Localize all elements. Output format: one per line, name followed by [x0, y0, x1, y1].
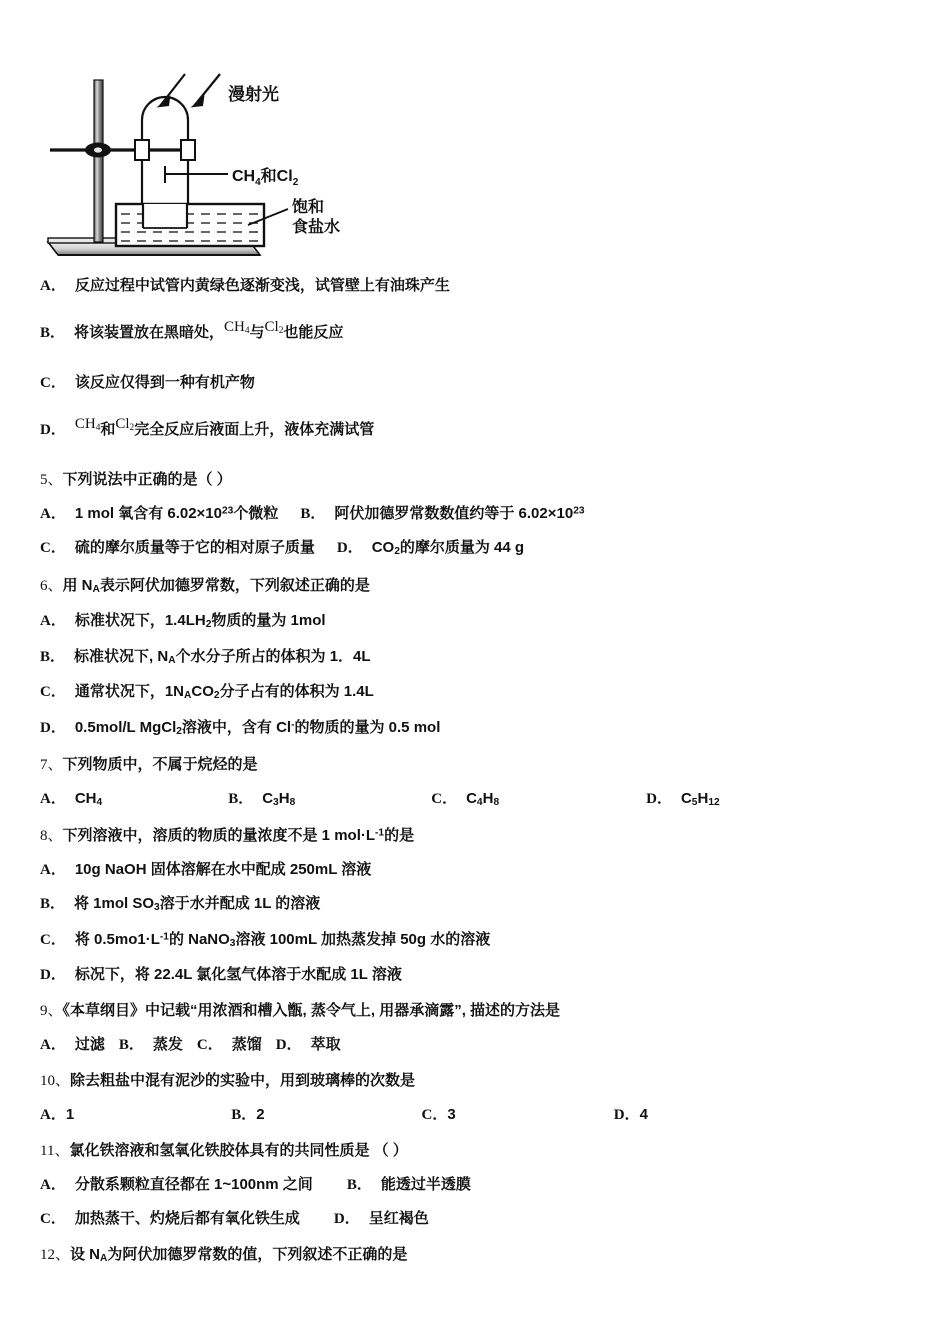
q7-option-a-text: $CH_4$	[74, 789, 103, 809]
question-6-stem: 6、用 $N_A$表示阿伏加德罗常数，下列叙述正确的是	[40, 576, 370, 595]
q9-option-d-text: 萃取	[310, 1036, 341, 1054]
q10-option-d-text: 4	[639, 1106, 648, 1124]
q11-option-d-text: 呈红褐色	[368, 1210, 429, 1228]
q4-option-a-text: 反应过程中试管内黄绿色逐渐变浅，试管壁上有油珠产生	[74, 277, 450, 294]
q8-number: 8、	[40, 828, 63, 845]
q8-option-d-text: 标况下，将 22.4L 氯化氢气体溶于水配成 1L 溶液	[74, 966, 402, 984]
label-saturated-brine-line2: 食盐水	[292, 219, 341, 236]
q11-option-b-text: 能透过半透膜	[380, 1176, 471, 1194]
stand-rod	[94, 80, 103, 242]
q10-option-c-label: C．	[421, 1107, 448, 1124]
q4-option-d-mid: 和	[100, 421, 116, 439]
q5-option-c-label: C．	[40, 540, 66, 557]
q10-option-a-label: A．	[40, 1107, 66, 1124]
q6-option-a-text: 标准状况下，$1.4LH_2$物质的量为 1mol	[74, 612, 326, 631]
q11-number: 11、	[40, 1143, 70, 1160]
diffuse-light-arrows	[160, 74, 220, 106]
q4-option-b-text-post: 也能反应	[283, 324, 344, 341]
q5-options-row-1	[40, 506, 920, 522]
clamp-block-right	[181, 140, 195, 160]
q8-option-b-label: B．	[40, 896, 66, 913]
q4-option-c-label: C．	[40, 375, 66, 392]
q7-option-c-label: C．	[431, 790, 458, 807]
q8-option-a-text: 10g NaOH 固体溶解在水中配成 250mL 溶液	[74, 861, 372, 879]
q5-options-row-2	[40, 540, 920, 557]
q4-option-a-label: A．	[40, 278, 66, 294]
q8-option-d	[40, 967, 920, 983]
q5-option-c-text: 硫的摩尔质量等于它的相对原子质量	[74, 539, 315, 557]
q7-option-b-label: B．	[228, 790, 254, 807]
q4-option-c	[40, 375, 920, 391]
q6-option-c	[40, 684, 920, 701]
q6-option-d	[40, 720, 920, 737]
q6-option-d-text: 0.5mol/L MgCl$_2$溶液中，含有 Cl-的物质的量为 0.5 mol	[74, 718, 441, 737]
q9-option-c-text: 蒸馏	[231, 1036, 262, 1054]
q11-option-a-label: A．	[40, 1177, 66, 1194]
q4-option-d-text: 完全反应后液面上升，液体充满试管	[134, 421, 375, 439]
q10-option-b-text: 2	[256, 1106, 265, 1124]
label-gas-mixture: $CH_4$和$Cl_2$	[232, 168, 299, 188]
q10-option-a-text: 1	[65, 1106, 75, 1124]
q9-option-b-label: B．	[118, 1037, 144, 1054]
q5-number: 5、	[40, 472, 63, 489]
q10-options-row	[40, 1107, 920, 1123]
q6-option-b-text: 标准状况下, $N_A$个水分子所占的体积为 1．4L	[74, 647, 371, 666]
q8-option-c-text: 将 $0.5mo1\cdot L^{-1}$的 NaNO$_3$溶液 100mL 加热蒸发掉 50g 水的溶液	[74, 930, 491, 950]
question-8-stem: 8、下列溶液中，溶质的物质的量浓度不是 1 $mol\cdot L^{-1}$的是	[40, 827, 415, 845]
q11-option-d-label: D．	[333, 1211, 360, 1228]
q6-option-a-label: A．	[40, 613, 66, 630]
q7-options-row	[40, 791, 920, 808]
q7-stem-text: 下列物质中，不属于烷烃的是	[62, 755, 258, 773]
question-9-stem	[40, 1003, 920, 1019]
question-body	[40, 278, 920, 1265]
q11-options-row-2	[40, 1211, 920, 1227]
q5-stem-text: 下列说法中正确的是（ ）	[62, 471, 232, 489]
q7-option-c-text: $C_4H_8$	[466, 789, 500, 809]
q8-option-c	[40, 932, 920, 949]
q5-option-d-label: D．	[336, 540, 363, 557]
formula-cl2-b: $Cl_2$	[264, 319, 284, 336]
q10-number: 10、	[40, 1073, 71, 1090]
q6-option-b-label: B．	[40, 648, 66, 665]
q6-option-c-label: C．	[40, 684, 66, 701]
q10-option-b-label: B．	[231, 1107, 257, 1124]
q8-option-d-label: D．	[40, 967, 66, 984]
q5-option-d-text: $CO_2$的摩尔质量为 44 g	[371, 539, 525, 558]
q5-option-a-text: 1 mol 氧含有 $6.02\times 10^{23}$个微粒	[74, 505, 279, 523]
q4-option-b	[40, 319, 920, 342]
formula-ch4-b: $CH_4$	[224, 319, 250, 336]
q8-option-b	[40, 896, 920, 913]
q10-stem-text: 除去粗盐中混有泥沙的实验中，用到玻璃棒的次数是	[70, 1072, 416, 1090]
q7-option-a-label: A．	[40, 790, 66, 807]
q11-options-row-1	[40, 1177, 920, 1193]
label-diffuse-light: 漫射光	[228, 85, 279, 104]
q11-stem-text: 氯化铁溶液和氢氧化铁胶体具有的共同性质是 （ ）	[69, 1142, 408, 1160]
q9-option-b-text: 蒸发	[152, 1036, 183, 1054]
q11-option-b-label: B．	[346, 1177, 372, 1194]
q8-option-c-label: C．	[40, 931, 66, 948]
q6-option-c-text: 通常状况下，$1N_ACO_2$分子占有的体积为 1.4L	[74, 683, 374, 702]
q4-option-b-mid: 与	[249, 324, 265, 341]
q6-number: 6、	[40, 577, 63, 594]
q6-option-d-label: D．	[40, 719, 66, 736]
q10-option-d-label: D．	[613, 1107, 640, 1124]
q12-number: 12、	[40, 1247, 71, 1264]
q11-option-c-text: 加热蒸干、灼烧后都有氧化铁生成	[74, 1210, 300, 1228]
q10-option-c-text: 3	[447, 1106, 456, 1124]
question-11-stem	[40, 1143, 920, 1159]
q9-option-a-text: 过滤	[74, 1036, 105, 1054]
q4-option-b-label: B．	[40, 325, 66, 341]
q9-stem-text: 《本草纲目》中记载“用浓酒和槽入甑, 蒸令气上, 用器承滴露”, 描述的方法是	[62, 1002, 561, 1020]
q7-number: 7、	[40, 756, 63, 773]
gas-label-leader	[165, 166, 228, 183]
clamp-arm	[50, 143, 180, 158]
formula-ch4-d: $CH_4$	[74, 416, 101, 434]
q8-option-a	[40, 862, 920, 878]
q9-option-c-label: C．	[196, 1037, 223, 1054]
q8-option-a-label: A．	[40, 862, 66, 879]
q5-option-b-text: 阿伏加德罗常数数值约等于 $6.02\times 10^{23}$	[334, 505, 585, 523]
q9-options-row	[40, 1037, 920, 1053]
apparatus-figure	[42, 62, 442, 262]
q7-option-d-text: $C_5H_{12}$	[680, 789, 720, 809]
q4-option-b-text-pre: 将该装置放在黑暗处，	[74, 324, 225, 341]
q11-option-c-label: C．	[40, 1211, 66, 1228]
q11-option-a-text: 分散系颗粒直径都在 1~100nm 之间	[74, 1176, 313, 1194]
formula-cl2-d: $Cl_2$	[115, 416, 135, 434]
q9-option-a-label: A．	[40, 1037, 66, 1054]
q6-option-a	[40, 613, 920, 630]
q4-option-d	[40, 416, 920, 439]
q7-option-b-text: $C_3H_8$	[262, 789, 296, 809]
q6-option-b	[40, 649, 920, 666]
question-7-stem	[40, 757, 920, 773]
q4-option-c-text: 该反应仅得到一种有机产物	[74, 374, 255, 392]
q9-number: 9、	[40, 1003, 63, 1020]
q4-option-a	[40, 278, 920, 294]
water-trough	[116, 204, 264, 246]
question-12-stem: 12、设 $N_A$为阿伏加德罗常数的值，下列叙述不正确的是	[40, 1246, 408, 1265]
q5-option-a-label: A．	[40, 506, 66, 523]
q8-option-b-text: 将 1mol $SO_3$溶于水并配成 1L 的溶液	[74, 895, 321, 914]
q7-option-d-label: D．	[646, 790, 672, 807]
q4-option-d-label: D．	[40, 422, 66, 439]
clamp-block-left	[135, 140, 149, 160]
q5-option-b-label: B．	[300, 506, 326, 523]
label-saturated-brine-line1: 饱和	[292, 199, 325, 216]
question-10-stem	[40, 1073, 920, 1089]
question-5-stem	[40, 472, 920, 488]
q9-option-d-label: D．	[275, 1037, 302, 1054]
